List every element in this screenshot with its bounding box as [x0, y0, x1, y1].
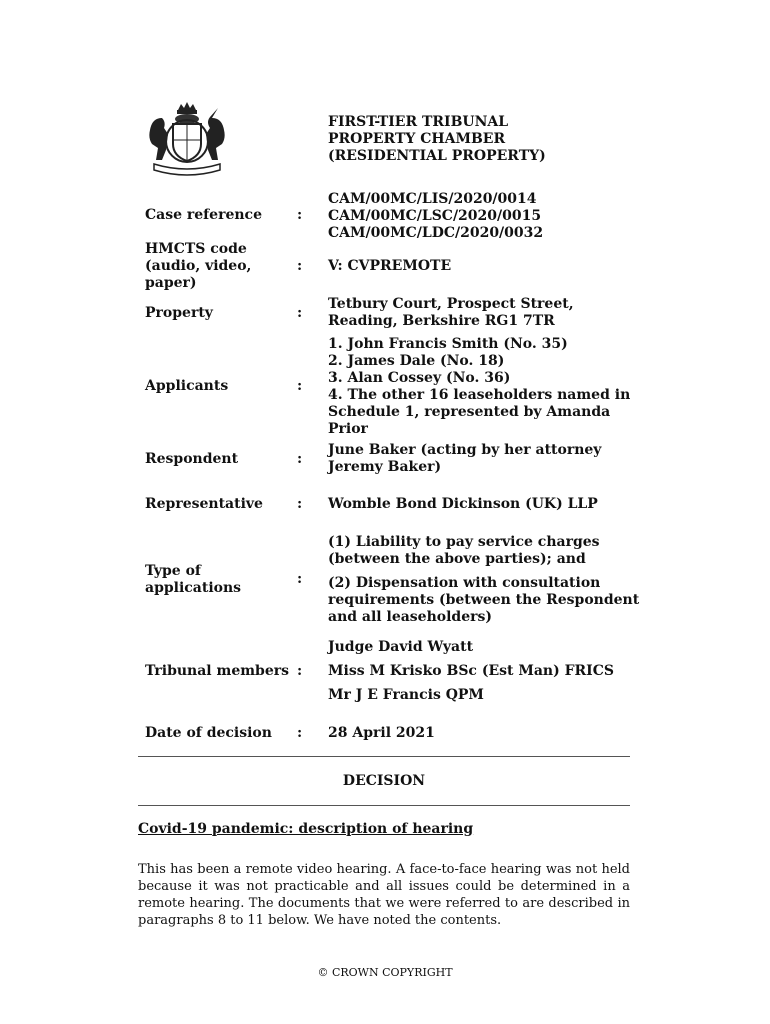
hmcts-code-label-line: paper) [145, 275, 197, 291]
tribunal-line-3: (RESIDENTIAL PROPERTY) [328, 148, 546, 164]
property-value-line: Tetbury Court, Prospect Street, [328, 296, 574, 312]
type-of-applications-label-line: Type of [145, 563, 201, 579]
date-of-decision-colon: : [297, 725, 303, 741]
hearing-paragraph: This has been a remote video hearing. A face-to-face hearing was not held because it was not practicable and all issues could be determined in a remote hearing. The documents that we were referred to are described in paragraphs 8 to 11 below. We have noted the contents. [138, 862, 630, 928]
applicant-line: 1. John Francis Smith (No. 35) [328, 336, 568, 352]
applicant-line: Schedule 1, represented by Amanda [328, 404, 611, 420]
tribunal-members-colon: : [297, 663, 303, 679]
application-item-line: and all leaseholders) [328, 609, 492, 625]
tribunal-member: Mr J E Francis QPM [328, 687, 484, 703]
case-reference-value: CAM/00MC/LDC/2020/0032 [328, 225, 544, 241]
divider-bottom [138, 805, 630, 806]
respondent-value [328, 442, 601, 476]
applicants-colon: : [297, 378, 303, 394]
applicant-line: Prior [328, 421, 368, 437]
hmcts-code-label [145, 241, 251, 292]
applicants-label: Applicants [145, 378, 229, 394]
applicant-line: 3. Alan Cossey (No. 36) [328, 370, 511, 386]
applicant-line: 4. The other 16 leaseholders named in [328, 387, 631, 403]
representative-colon: : [297, 496, 303, 512]
section-heading: Covid-19 pandemic: description of hearing [138, 821, 474, 837]
property-label: Property [145, 305, 213, 321]
applicants-value [328, 336, 630, 438]
case-reference-colon: : [297, 207, 303, 223]
representative-value: Womble Bond Dickinson (UK) LLP [328, 496, 598, 512]
tribunal-member: Miss M Krisko BSc (Est Man) FRICS [328, 663, 614, 679]
case-reference-value: CAM/00MC/LSC/2020/0015 [328, 208, 542, 224]
property-value [328, 296, 574, 330]
application-item-line: (2) Dispensation with consultation [328, 575, 601, 591]
tribunal-line-2: PROPERTY CHAMBER [328, 131, 506, 147]
respondent-value-line: Jeremy Baker) [328, 459, 442, 475]
royal-coat-of-arms-icon [144, 100, 230, 176]
tribunal-heading [328, 114, 546, 165]
property-value-line: Reading, Berkshire RG1 7TR [328, 313, 555, 329]
hmcts-code-colon: : [297, 258, 303, 274]
tribunal-member: Judge David Wyatt [328, 639, 474, 655]
application-item-1 [328, 534, 600, 568]
type-of-applications-colon: : [297, 571, 303, 587]
property-colon: : [297, 305, 303, 321]
tribunal-line-1: FIRST-TIER TRIBUNAL [328, 114, 509, 130]
application-item-line: (1) Liability to pay service charges [328, 534, 600, 550]
date-of-decision-value: 28 April 2021 [328, 725, 435, 741]
respondent-label: Respondent [145, 451, 239, 467]
application-item-line: (between the above parties); and [328, 551, 586, 567]
case-reference-value: CAM/00MC/LIS/2020/0014 [328, 191, 537, 207]
date-of-decision-label: Date of decision [145, 725, 272, 741]
application-item-line: requirements (between the Respondent [328, 592, 640, 608]
tribunal-members-label: Tribunal members [145, 663, 289, 679]
case-reference-values [328, 191, 543, 242]
respondent-colon: : [297, 451, 303, 467]
copyright-footer: © CROWN COPYRIGHT [317, 966, 453, 979]
applicant-line: 2. James Dale (No. 18) [328, 353, 505, 369]
hmcts-code-value: V: CVPREMOTE [328, 258, 452, 274]
representative-label: Representative [145, 496, 263, 512]
type-of-applications-label-line: applications [145, 580, 242, 596]
case-reference-label: Case reference [145, 207, 262, 223]
divider-top [138, 756, 630, 757]
respondent-value-line: June Baker (acting by her attorney [328, 442, 602, 458]
application-item-2 [328, 575, 639, 626]
type-of-applications-label [145, 563, 241, 597]
hmcts-code-label-line: (audio, video, [145, 258, 252, 274]
hmcts-code-label-line: HMCTS code [145, 241, 247, 257]
decision-title: DECISION [342, 773, 426, 789]
